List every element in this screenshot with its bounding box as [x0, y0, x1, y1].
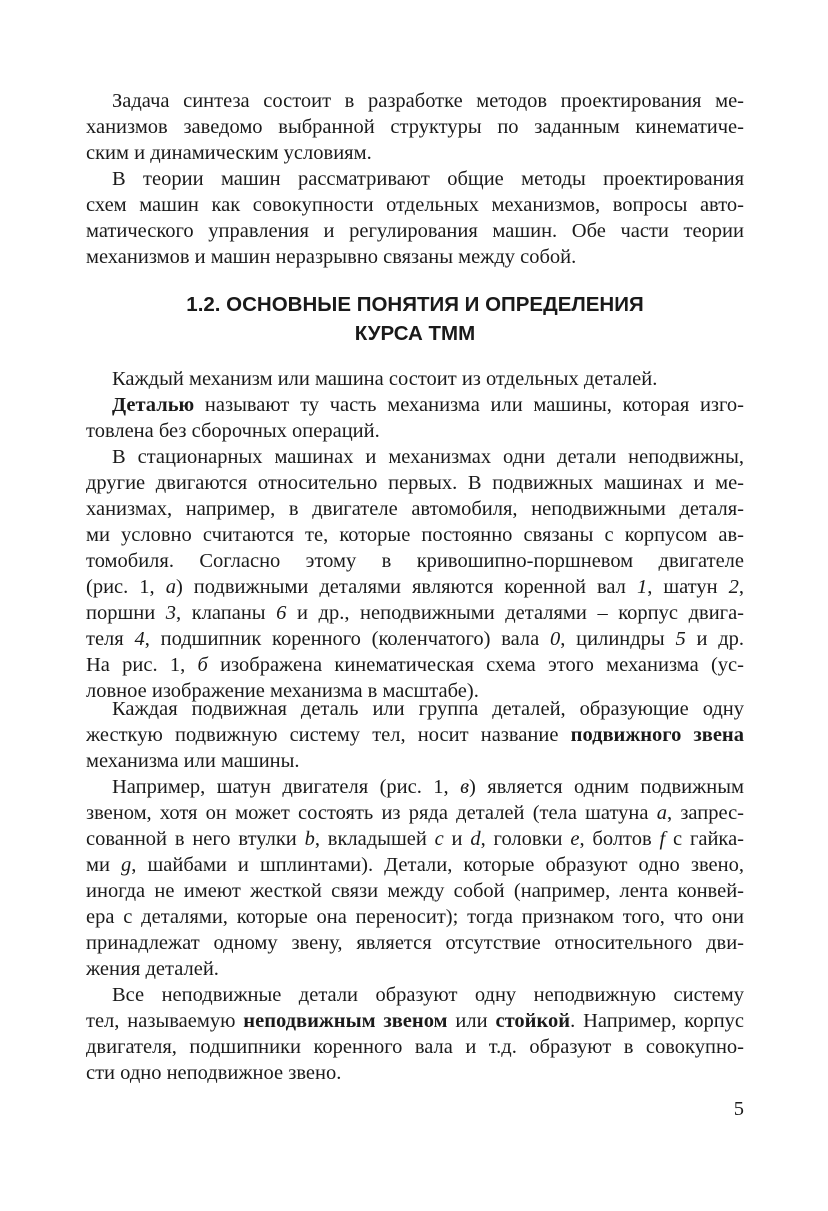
text-run: Задача синтеза состоит в разработке методов проектирования ме-	[112, 90, 744, 112]
italic-label: a	[656, 802, 667, 824]
text-run: иногда не имеют жесткой связи между собой (например, лента конвей-	[86, 880, 744, 902]
text-run: Каждая подвижная деталь или группа деталей, образующие одну	[112, 698, 744, 720]
italic-label: d	[470, 828, 481, 850]
italic-label: 1	[636, 576, 648, 598]
text-line	[86, 722, 744, 748]
text-line	[86, 600, 744, 626]
text-run: матического управления и регулирования машин. Обе части теории	[86, 220, 744, 242]
text-run: ) подвижными деталями являются коренной вал	[175, 576, 637, 598]
text-run: ера с деталями, которые она переносит); тогда признаком того, что они	[86, 906, 744, 928]
text-run: сти одно неподвижное звено.	[86, 1062, 342, 1084]
text-line	[86, 800, 744, 826]
text-run: механизмов и машин неразрывно связаны между собой.	[86, 246, 577, 268]
text-run: ловное изображение механизма в масштабе).	[86, 680, 479, 702]
text-line	[86, 878, 744, 904]
text-run: принадлежат одному звену, является отсутствие относительного дви-	[86, 932, 744, 954]
text-run: Например, шатун двигателя (рис. 1,	[112, 776, 461, 798]
paragraph-part-definition	[86, 392, 744, 444]
paragraph-synthesis	[86, 88, 744, 166]
italic-label: f	[659, 828, 666, 850]
text-line	[86, 774, 744, 800]
text-line	[86, 548, 744, 574]
text-run: , цилиндры	[560, 628, 676, 650]
text-line	[86, 574, 744, 600]
text-line	[86, 904, 744, 930]
text-line	[86, 1060, 744, 1086]
text-run: ханизмах, например, в двигателе автомобиля, неподвижными деталя-	[86, 498, 744, 520]
text-line	[86, 218, 744, 244]
paragraph-fixed-link	[86, 982, 744, 1086]
text-run: , головки	[480, 828, 571, 850]
text-line	[86, 88, 744, 114]
italic-label: b	[304, 828, 315, 850]
bold-term: стойкой	[495, 1010, 571, 1032]
text-run: называют ту часть механизма или машины, которая изго-	[194, 394, 744, 416]
text-line	[86, 696, 744, 722]
text-line	[86, 956, 744, 982]
text-line	[86, 496, 744, 522]
text-run: поршни	[86, 602, 166, 624]
bold-term: подвижного звена	[570, 724, 744, 746]
text-line	[86, 930, 744, 956]
text-run: сованной в него втулки	[86, 828, 305, 850]
text-run: жесткую подвижную систему тел, носит название	[86, 724, 571, 746]
text-run: , подшипник коренного (коленчатого) вала	[144, 628, 551, 650]
italic-label: c	[434, 828, 444, 850]
section-heading	[86, 290, 744, 348]
text-run: ,	[738, 576, 744, 598]
italic-label: 0	[550, 628, 561, 650]
text-line	[86, 1034, 744, 1060]
italic-label: 4	[134, 628, 145, 650]
italic-label: e	[570, 828, 580, 850]
text-run: , запрес-	[666, 802, 744, 824]
text-run: изображена кинематическая схема этого механизма (ус-	[207, 654, 744, 676]
text-run: , вкладышей	[314, 828, 435, 850]
text-run: и др.	[685, 628, 744, 650]
text-run: и	[443, 828, 471, 850]
paragraph-connecting-rod-example	[86, 774, 744, 982]
text-line	[86, 626, 744, 652]
paragraph-moving-link	[86, 696, 744, 774]
text-run: На рис. 1,	[86, 654, 198, 676]
italic-label: б	[197, 654, 208, 676]
text-line	[86, 140, 744, 166]
text-run: ) является одним подвижным	[468, 776, 744, 798]
italic-label: 3	[165, 602, 177, 624]
text-run: другие двигаются относительно первых. В подвижных машинах и ме-	[86, 472, 744, 494]
text-line	[86, 244, 744, 270]
text-run: теля	[86, 628, 135, 650]
text-run: жения деталей.	[86, 958, 219, 980]
text-run: или	[447, 1010, 496, 1032]
text-run: ми	[86, 854, 122, 876]
text-run: звеном, хотя он может состоять из ряда деталей (тела шатуна	[86, 802, 657, 824]
text-run: схем машин как совокупности отдельных механизмов, вопросы авто-	[86, 194, 744, 216]
text-line	[86, 852, 744, 878]
text-line	[86, 982, 744, 1008]
paragraph-stationary-machines	[86, 444, 744, 704]
text-line	[86, 1008, 744, 1034]
text-line	[86, 166, 744, 192]
text-run: (рис. 1,	[86, 576, 166, 598]
page-number: 5	[733, 1098, 744, 1120]
italic-label: 2	[728, 576, 739, 598]
text-run: томобиля. Согласно этому в кривошипно-поршневом двигателе	[86, 550, 744, 572]
text-line	[86, 114, 744, 140]
bold-term: неподвижным звеном	[243, 1010, 448, 1032]
text-run: , клапаны	[176, 602, 277, 624]
italic-label: 5	[675, 628, 686, 650]
text-line	[86, 652, 744, 678]
italic-label: в	[460, 776, 469, 798]
text-run: механизма или машины.	[86, 750, 300, 772]
bold-term: Деталью	[112, 394, 195, 416]
text-line	[86, 444, 744, 470]
text-run: В стационарных машинах и механизмах одни детали неподвижны,	[112, 446, 744, 468]
italic-label: g	[121, 854, 132, 876]
text-run: товлена без сборочных операций.	[86, 420, 380, 442]
text-run: . Например, корпус	[570, 1010, 744, 1032]
section-heading-line-2: КУРСА ТММ	[354, 322, 476, 345]
text-run: ми условно считаются те, которые постоянно связаны с корпусом ав-	[86, 524, 744, 546]
text-line	[86, 826, 744, 852]
italic-label: а	[165, 576, 176, 598]
text-line	[86, 522, 744, 548]
paragraph-machine-theory	[86, 166, 744, 270]
paragraph-parts-intro	[86, 366, 744, 392]
section-heading-line-1: 1.2. ОСНОВНЫЕ ПОНЯТИЯ И ОПРЕДЕЛЕНИЯ	[186, 293, 644, 316]
text-run: двигателя, подшипники коренного вала и т.д. образуют в совокупно-	[86, 1036, 744, 1058]
text-run: Все неподвижные детали образуют одну неподвижную систему	[112, 984, 744, 1006]
text-line	[86, 470, 744, 496]
text-run: Каждый механизм или машина состоит из отдельных деталей.	[112, 368, 658, 390]
text-run: В теории машин рассматривают общие методы проектирования	[112, 168, 744, 190]
text-line	[86, 392, 744, 418]
text-run: и др., неподвижными деталями – корпус двига-	[286, 602, 744, 624]
text-line	[86, 366, 744, 392]
text-run: ским и динамическим условиям.	[86, 142, 372, 164]
text-line	[86, 192, 744, 218]
text-run: тел, называемую	[86, 1010, 244, 1032]
text-run: , болтов	[579, 828, 660, 850]
text-run: ханизмов заведомо выбранной структуры по заданным кинематиче-	[86, 116, 744, 138]
text-line	[86, 418, 744, 444]
text-run: , шайбами и шплинтами). Детали, которые образуют одно звено,	[131, 854, 744, 876]
text-line	[86, 748, 744, 774]
italic-label: 6	[276, 602, 287, 624]
text-run: с гайка-	[665, 828, 744, 850]
text-run: , шатун	[647, 576, 729, 598]
